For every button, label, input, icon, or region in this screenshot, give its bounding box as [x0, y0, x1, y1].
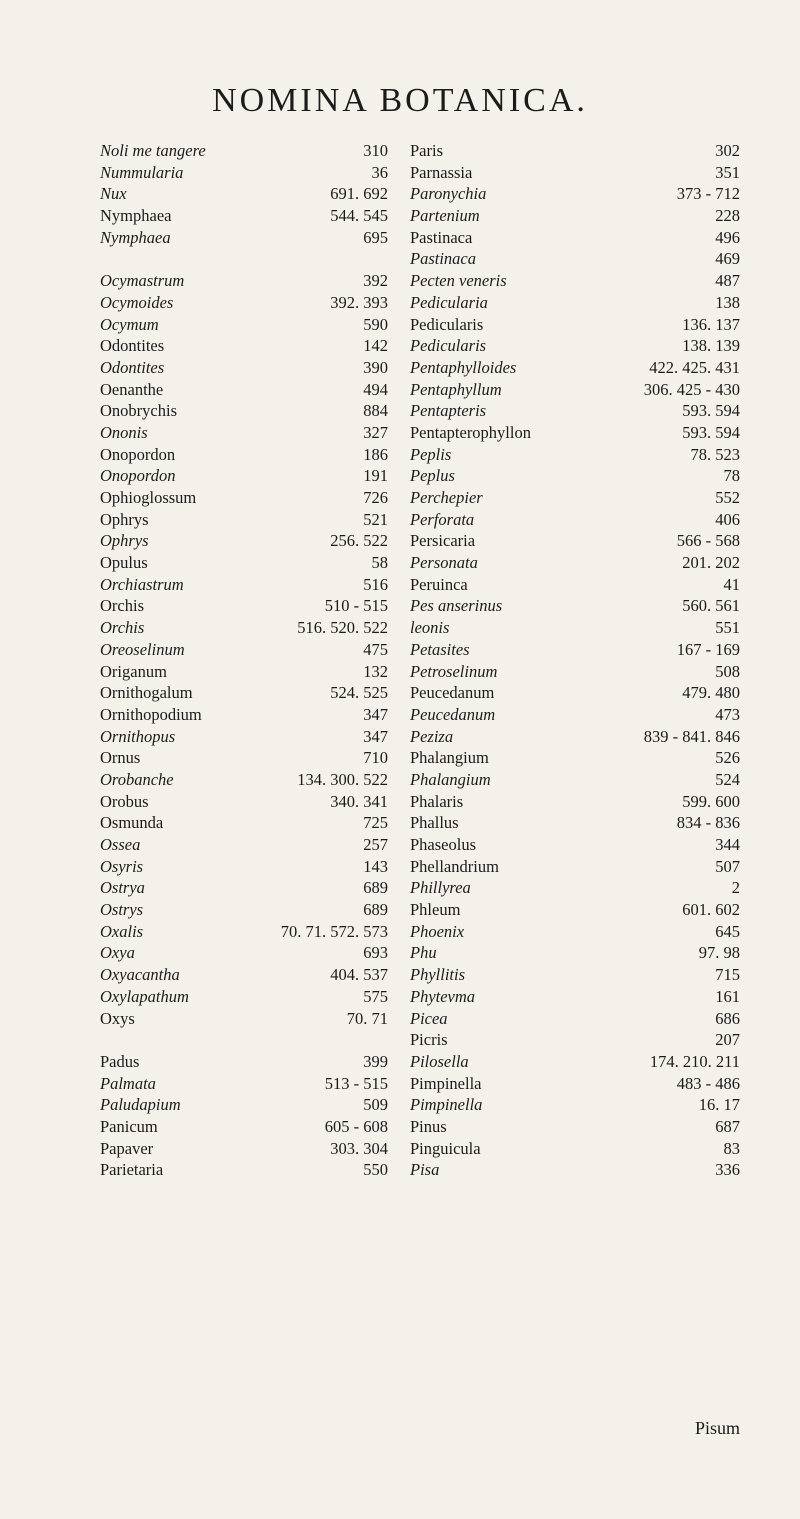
entry-pages: 2 [731, 878, 740, 898]
entry-pages: 132 [363, 661, 388, 681]
entry-pages: 487 [715, 271, 740, 291]
entry-name: Partenium [410, 206, 480, 226]
entry-name: Parnassia [410, 162, 473, 182]
entry-name: Onobrychis [100, 401, 177, 421]
entry-name: Paronychia [410, 184, 487, 204]
entry-name: Phallus [410, 813, 459, 833]
entry-pages: 406 [715, 509, 740, 529]
index-entry [410, 791, 740, 813]
entry-pages: 392. 393 [330, 292, 388, 312]
entry-pages: 97. 98 [698, 943, 740, 963]
index-entry [410, 530, 740, 552]
index-entry [100, 270, 410, 292]
index-entry [100, 422, 410, 444]
entry-name: Peziza [410, 726, 454, 746]
entry-pages: 550 [363, 1160, 388, 1180]
entry-name: Osmunda [100, 813, 164, 833]
entry-pages: 726 [363, 488, 388, 507]
entry-name: Pedicularis [410, 314, 484, 334]
entry-name: Perforata [410, 509, 475, 529]
entry-name: Nymphaea [100, 206, 172, 226]
left-index-column [100, 140, 410, 1181]
entry-name: Pisa [410, 1160, 440, 1180]
index-entry [100, 1138, 410, 1160]
index-entry [100, 682, 410, 704]
right-index-column [410, 140, 740, 1181]
entry-name: Papaver [100, 1138, 154, 1158]
index-entry [100, 465, 410, 487]
index-entry [410, 921, 740, 943]
entry-name: Odontites [100, 357, 165, 377]
index-entry [410, 1159, 740, 1181]
entry-name: Picris [410, 1030, 448, 1050]
entry-name: Ostrya [100, 878, 145, 898]
index-entry [100, 227, 410, 249]
entry-name: Peplus [410, 466, 455, 486]
entry-name: Orobanche [100, 769, 174, 789]
index-entry [100, 335, 410, 357]
entry-name: Oxyacantha [100, 965, 180, 985]
entry-pages: 524 [715, 769, 740, 789]
entry-pages: 186 [363, 444, 388, 464]
index-entry [410, 747, 740, 769]
index-entry [100, 1073, 410, 1095]
entry-pages: 479. 480 [682, 683, 740, 703]
entry-pages: 645 [715, 921, 740, 941]
index-entry [410, 1029, 740, 1051]
entry-pages: 593. 594 [682, 401, 740, 421]
entry-pages: 347 [363, 726, 388, 746]
entry-pages: 521 [363, 509, 388, 529]
index-entry [410, 595, 740, 617]
entry-pages: 496 [715, 227, 740, 247]
entry-pages: 143 [363, 856, 388, 876]
index-entry [410, 335, 740, 357]
entry-name: Pentapterophyllon [410, 422, 531, 442]
index-entry [410, 899, 740, 921]
entry-pages: 475 [363, 639, 388, 659]
index-entry [100, 140, 410, 162]
entry-pages: 509 [363, 1095, 388, 1115]
entry-pages: 58 [371, 553, 388, 573]
index-entry [100, 183, 410, 205]
entry-pages: 83 [723, 1138, 740, 1158]
entry-name: Panicum [100, 1116, 158, 1136]
entry-pages: 544. 545 [330, 206, 388, 226]
index-entry [410, 552, 740, 574]
entry-name: Orobus [100, 791, 149, 811]
entry-name: Persicaria [410, 531, 476, 551]
index-entry [100, 769, 410, 791]
entry-pages: 327 [363, 422, 388, 442]
index-entry [410, 574, 740, 596]
entry-pages: 834 - 836 [676, 813, 740, 833]
index-entry [100, 248, 410, 270]
index-entry [100, 314, 410, 336]
entry-pages: 710 [363, 748, 388, 768]
index-entry [410, 205, 740, 227]
entry-name: Ocymastrum [100, 271, 185, 291]
entry-pages: 687 [715, 1116, 740, 1136]
entry-name: Parietaria [100, 1160, 164, 1180]
entry-pages: 257 [363, 835, 388, 854]
index-entry [410, 162, 740, 184]
index-entry [100, 661, 410, 683]
index-entry [100, 639, 410, 661]
entry-pages: 191 [363, 466, 388, 486]
entry-name: Personata [410, 553, 478, 573]
index-entry [100, 791, 410, 813]
entry-pages: 207 [715, 1030, 740, 1050]
entry-name: leonis [410, 618, 450, 638]
entry-name: Ornithopodium [100, 704, 202, 724]
entry-pages: 560. 561 [682, 596, 740, 616]
entry-name: Ocymum [100, 314, 159, 334]
entry-pages: 392 [363, 271, 388, 291]
index-entry [100, 986, 410, 1008]
entry-pages: 138 [715, 292, 740, 312]
entry-pages: 473 [715, 704, 740, 724]
index-entry [410, 639, 740, 661]
entry-pages: 36 [371, 162, 388, 182]
entry-pages: 142 [363, 336, 388, 356]
entry-pages: 691. 692 [330, 184, 388, 204]
entry-pages: 494 [363, 379, 388, 399]
index-entry [410, 1008, 740, 1030]
entry-pages: 174. 210. 211 [649, 1051, 740, 1071]
entry-name: Phyllitis [410, 965, 465, 985]
entry-pages: 347 [363, 704, 388, 724]
entry-pages: 422. 425. 431 [649, 357, 740, 377]
entry-pages: 340. 341 [330, 791, 388, 811]
index-entry [410, 856, 740, 878]
entry-pages: 551 [715, 618, 740, 638]
index-entry [100, 1116, 410, 1138]
entry-pages: 510 - 515 [324, 596, 388, 616]
entry-pages: 689 [363, 900, 388, 920]
entry-name: Ornus [100, 748, 141, 768]
index-entry [100, 834, 410, 856]
entry-pages: 303. 304 [330, 1138, 388, 1158]
entry-name: Petroselinum [410, 661, 498, 681]
entry-pages: 605 - 608 [324, 1116, 388, 1136]
entry-name: Nummularia [100, 162, 184, 182]
entry-name: Paludapium [100, 1095, 181, 1115]
entry-name: Nux [100, 184, 127, 204]
index-entry [100, 574, 410, 596]
entry-pages: 41 [723, 574, 740, 594]
index-entry [100, 1051, 410, 1073]
entry-pages: 590 [363, 314, 388, 334]
index-entry [410, 1116, 740, 1138]
index-entry [410, 769, 740, 791]
entry-pages: 70. 71 [346, 1008, 388, 1028]
entry-name: Pimpinella [410, 1073, 482, 1093]
index-entry [100, 942, 410, 964]
index-entry [410, 422, 740, 444]
index-entry [100, 747, 410, 769]
entry-name: Pentaphyllum [410, 379, 502, 399]
index-entry [410, 314, 740, 336]
entry-name: Peruinca [410, 574, 468, 594]
index-entry [410, 617, 740, 639]
entry-name: Pes anserinus [410, 596, 503, 616]
entry-name: Ononis [100, 422, 148, 442]
entry-name: Pinguicula [410, 1138, 481, 1158]
entry-pages: 78. 523 [690, 444, 740, 464]
entry-name: Phillyrea [410, 878, 471, 898]
entry-name: Peplis [410, 444, 452, 464]
entry-name: Pentaphylloides [410, 357, 517, 377]
index-entry [410, 1073, 740, 1095]
index-entry [410, 270, 740, 292]
entry-name: Nymphaea [100, 227, 171, 247]
index-entry [410, 877, 740, 899]
index-entry [410, 487, 740, 509]
entry-name: Odontites [100, 336, 165, 356]
index-entry [100, 292, 410, 314]
entry-pages: 302 [715, 141, 740, 160]
index-entry [100, 162, 410, 184]
index-entry [410, 1138, 740, 1160]
entry-pages: 344 [715, 835, 740, 854]
entry-name: Pentapteris [410, 401, 487, 421]
index-entry [100, 812, 410, 834]
index-entry [410, 726, 740, 748]
entry-pages: 256. 522 [330, 531, 388, 551]
entry-pages: 228 [715, 206, 740, 226]
entry-name: Osyris [100, 856, 144, 876]
entry-name: Phu [410, 943, 437, 963]
entry-pages: 507 [715, 856, 740, 876]
index-entry [100, 509, 410, 531]
entry-pages: 201. 202 [682, 553, 740, 573]
index-entry [410, 1051, 740, 1073]
entry-pages: 524. 525 [330, 683, 388, 703]
entry-name: Oxys [100, 1008, 135, 1028]
index-entry [100, 379, 410, 401]
entry-name: Origanum [100, 661, 167, 681]
index-entry [100, 1029, 410, 1051]
entry-pages: 138. 139 [682, 336, 740, 356]
index-entry [100, 921, 410, 943]
entry-name: Pedicularia [410, 292, 488, 312]
entry-name: Pinus [410, 1116, 447, 1136]
index-entry [410, 465, 740, 487]
entry-pages: 306. 425 - 430 [643, 379, 740, 399]
entry-pages: 599. 600 [682, 791, 740, 811]
entry-name: Ophrys [100, 531, 149, 551]
index-entry [410, 661, 740, 683]
entry-pages: 516 [363, 574, 388, 594]
index-entry [100, 1008, 410, 1030]
entry-pages: 725 [363, 813, 388, 833]
entry-pages: 336 [715, 1160, 740, 1180]
index-entry [410, 834, 740, 856]
entry-name: Ostrys [100, 900, 144, 920]
entry-name: Palmata [100, 1073, 156, 1093]
entry-name: Onopordon [100, 466, 176, 486]
index-entry [100, 552, 410, 574]
entry-name: Ocymoides [100, 292, 174, 312]
entry-name: Ophioglossum [100, 488, 197, 507]
entry-name: Petasites [410, 639, 470, 659]
entry-pages: 161 [715, 986, 740, 1006]
index-entry [410, 986, 740, 1008]
entry-pages: 469 [715, 249, 740, 269]
entry-pages: 78 [723, 466, 740, 486]
entry-name: Oreoselinum [100, 639, 185, 659]
index-entry [100, 530, 410, 552]
index-entry [100, 617, 410, 639]
entry-name: Onopordon [100, 444, 176, 464]
entry-name: Perchepier [410, 488, 483, 507]
entry-pages: 134. 300. 522 [297, 769, 388, 789]
entry-name: Phaseolus [410, 835, 476, 854]
index-entry [100, 964, 410, 986]
entry-name: Phalaris [410, 791, 464, 811]
entry-name: Pecten veneris [410, 271, 507, 291]
entry-name: Oxya [100, 943, 135, 963]
entry-pages: 839 - 841. 846 [643, 726, 740, 746]
index-entry [100, 704, 410, 726]
page-title: NOMINA BOTANICA. [212, 82, 588, 119]
entry-pages: 715 [715, 965, 740, 985]
index-entry [100, 357, 410, 379]
entry-pages: 526 [715, 748, 740, 768]
entry-name: Oenanthe [100, 379, 164, 399]
entry-name: Pilosella [410, 1051, 469, 1071]
entry-name: Orchis [100, 618, 145, 638]
entry-pages: 516. 520. 522 [297, 618, 388, 638]
entry-pages: 399 [363, 1051, 388, 1071]
index-entry [410, 379, 740, 401]
index-entry [410, 292, 740, 314]
entry-pages: 167 - 169 [676, 639, 740, 659]
entry-pages: 884 [363, 401, 388, 421]
index-entry [410, 1094, 740, 1116]
entry-name: Opulus [100, 553, 148, 573]
index-entry [410, 183, 740, 205]
index-entry [100, 487, 410, 509]
entry-name: Phleum [410, 900, 461, 920]
index-entry [410, 704, 740, 726]
index-entry [100, 1094, 410, 1116]
entry-pages: 552 [715, 488, 740, 507]
entry-name: Pimpinella [410, 1095, 483, 1115]
entry-pages: 508 [715, 661, 740, 681]
entry-name: Ophrys [100, 509, 149, 529]
index-entry [410, 964, 740, 986]
index-entry [410, 400, 740, 422]
entry-pages: 351 [715, 162, 740, 182]
index-entry [100, 877, 410, 899]
entry-pages: 693 [363, 943, 388, 963]
index-entry [410, 682, 740, 704]
index-entry [410, 942, 740, 964]
entry-pages: 404. 537 [330, 965, 388, 985]
entry-name: Ornithopus [100, 726, 176, 746]
entry-name: Paris [410, 141, 443, 160]
entry-name: Phellandrium [410, 856, 499, 876]
index-entry [410, 812, 740, 834]
index-entry [100, 400, 410, 422]
entry-pages: 373 - 712 [676, 184, 740, 204]
entry-name: Phytevma [410, 986, 476, 1006]
entry-name: Oxylapathum [100, 986, 189, 1006]
entry-pages: 566 - 568 [676, 531, 740, 551]
entry-name: Orchis [100, 596, 144, 616]
index-entry [100, 444, 410, 466]
index-entry [410, 227, 740, 249]
index-entry [410, 444, 740, 466]
entry-name: Oxalis [100, 921, 144, 941]
entry-name: Pedicularis [410, 336, 487, 356]
entry-name: Pastinaca [410, 227, 473, 247]
entry-pages: 483 - 486 [676, 1073, 740, 1093]
index-entry [410, 140, 740, 162]
index-entry [100, 899, 410, 921]
entry-pages: 70. 71. 572. 573 [280, 921, 388, 941]
entry-name: Phalangium [410, 748, 489, 768]
entry-pages: 695 [363, 227, 388, 247]
entry-pages: 16. 17 [698, 1095, 740, 1115]
index-entry [100, 205, 410, 227]
entry-name: Peucedanum [410, 683, 495, 703]
index-entry [100, 1159, 410, 1181]
index-entry [410, 248, 740, 270]
entry-name: Ossea [100, 835, 141, 854]
entry-pages: 136. 137 [682, 314, 740, 334]
entry-pages: 310 [363, 141, 388, 160]
index-entry [100, 595, 410, 617]
entry-name: Ornithogalum [100, 683, 193, 703]
footer-catchword: Pisum [694, 1418, 740, 1438]
index-entry [410, 357, 740, 379]
entry-pages: 390 [363, 357, 388, 377]
entry-name: Phoenix [410, 921, 465, 941]
entry-name: Phalangium [410, 769, 491, 789]
entry-pages: 601. 602 [682, 900, 740, 920]
entry-name: Pastinaca [410, 249, 476, 269]
entry-pages: 689 [363, 878, 388, 898]
entry-name: Peucedanum [410, 704, 496, 724]
index-entry [100, 856, 410, 878]
entry-name: Noli me tangere [100, 141, 206, 160]
index-entry [100, 726, 410, 748]
entry-pages: 575 [363, 986, 388, 1006]
entry-pages: 686 [715, 1008, 740, 1028]
index-entry [410, 509, 740, 531]
entry-name: Orchiastrum [100, 574, 184, 594]
entry-pages: 513 - 515 [324, 1073, 388, 1093]
entry-name: Picea [410, 1008, 448, 1028]
entry-name: Padus [100, 1051, 140, 1071]
entry-pages: 593. 594 [682, 422, 740, 442]
